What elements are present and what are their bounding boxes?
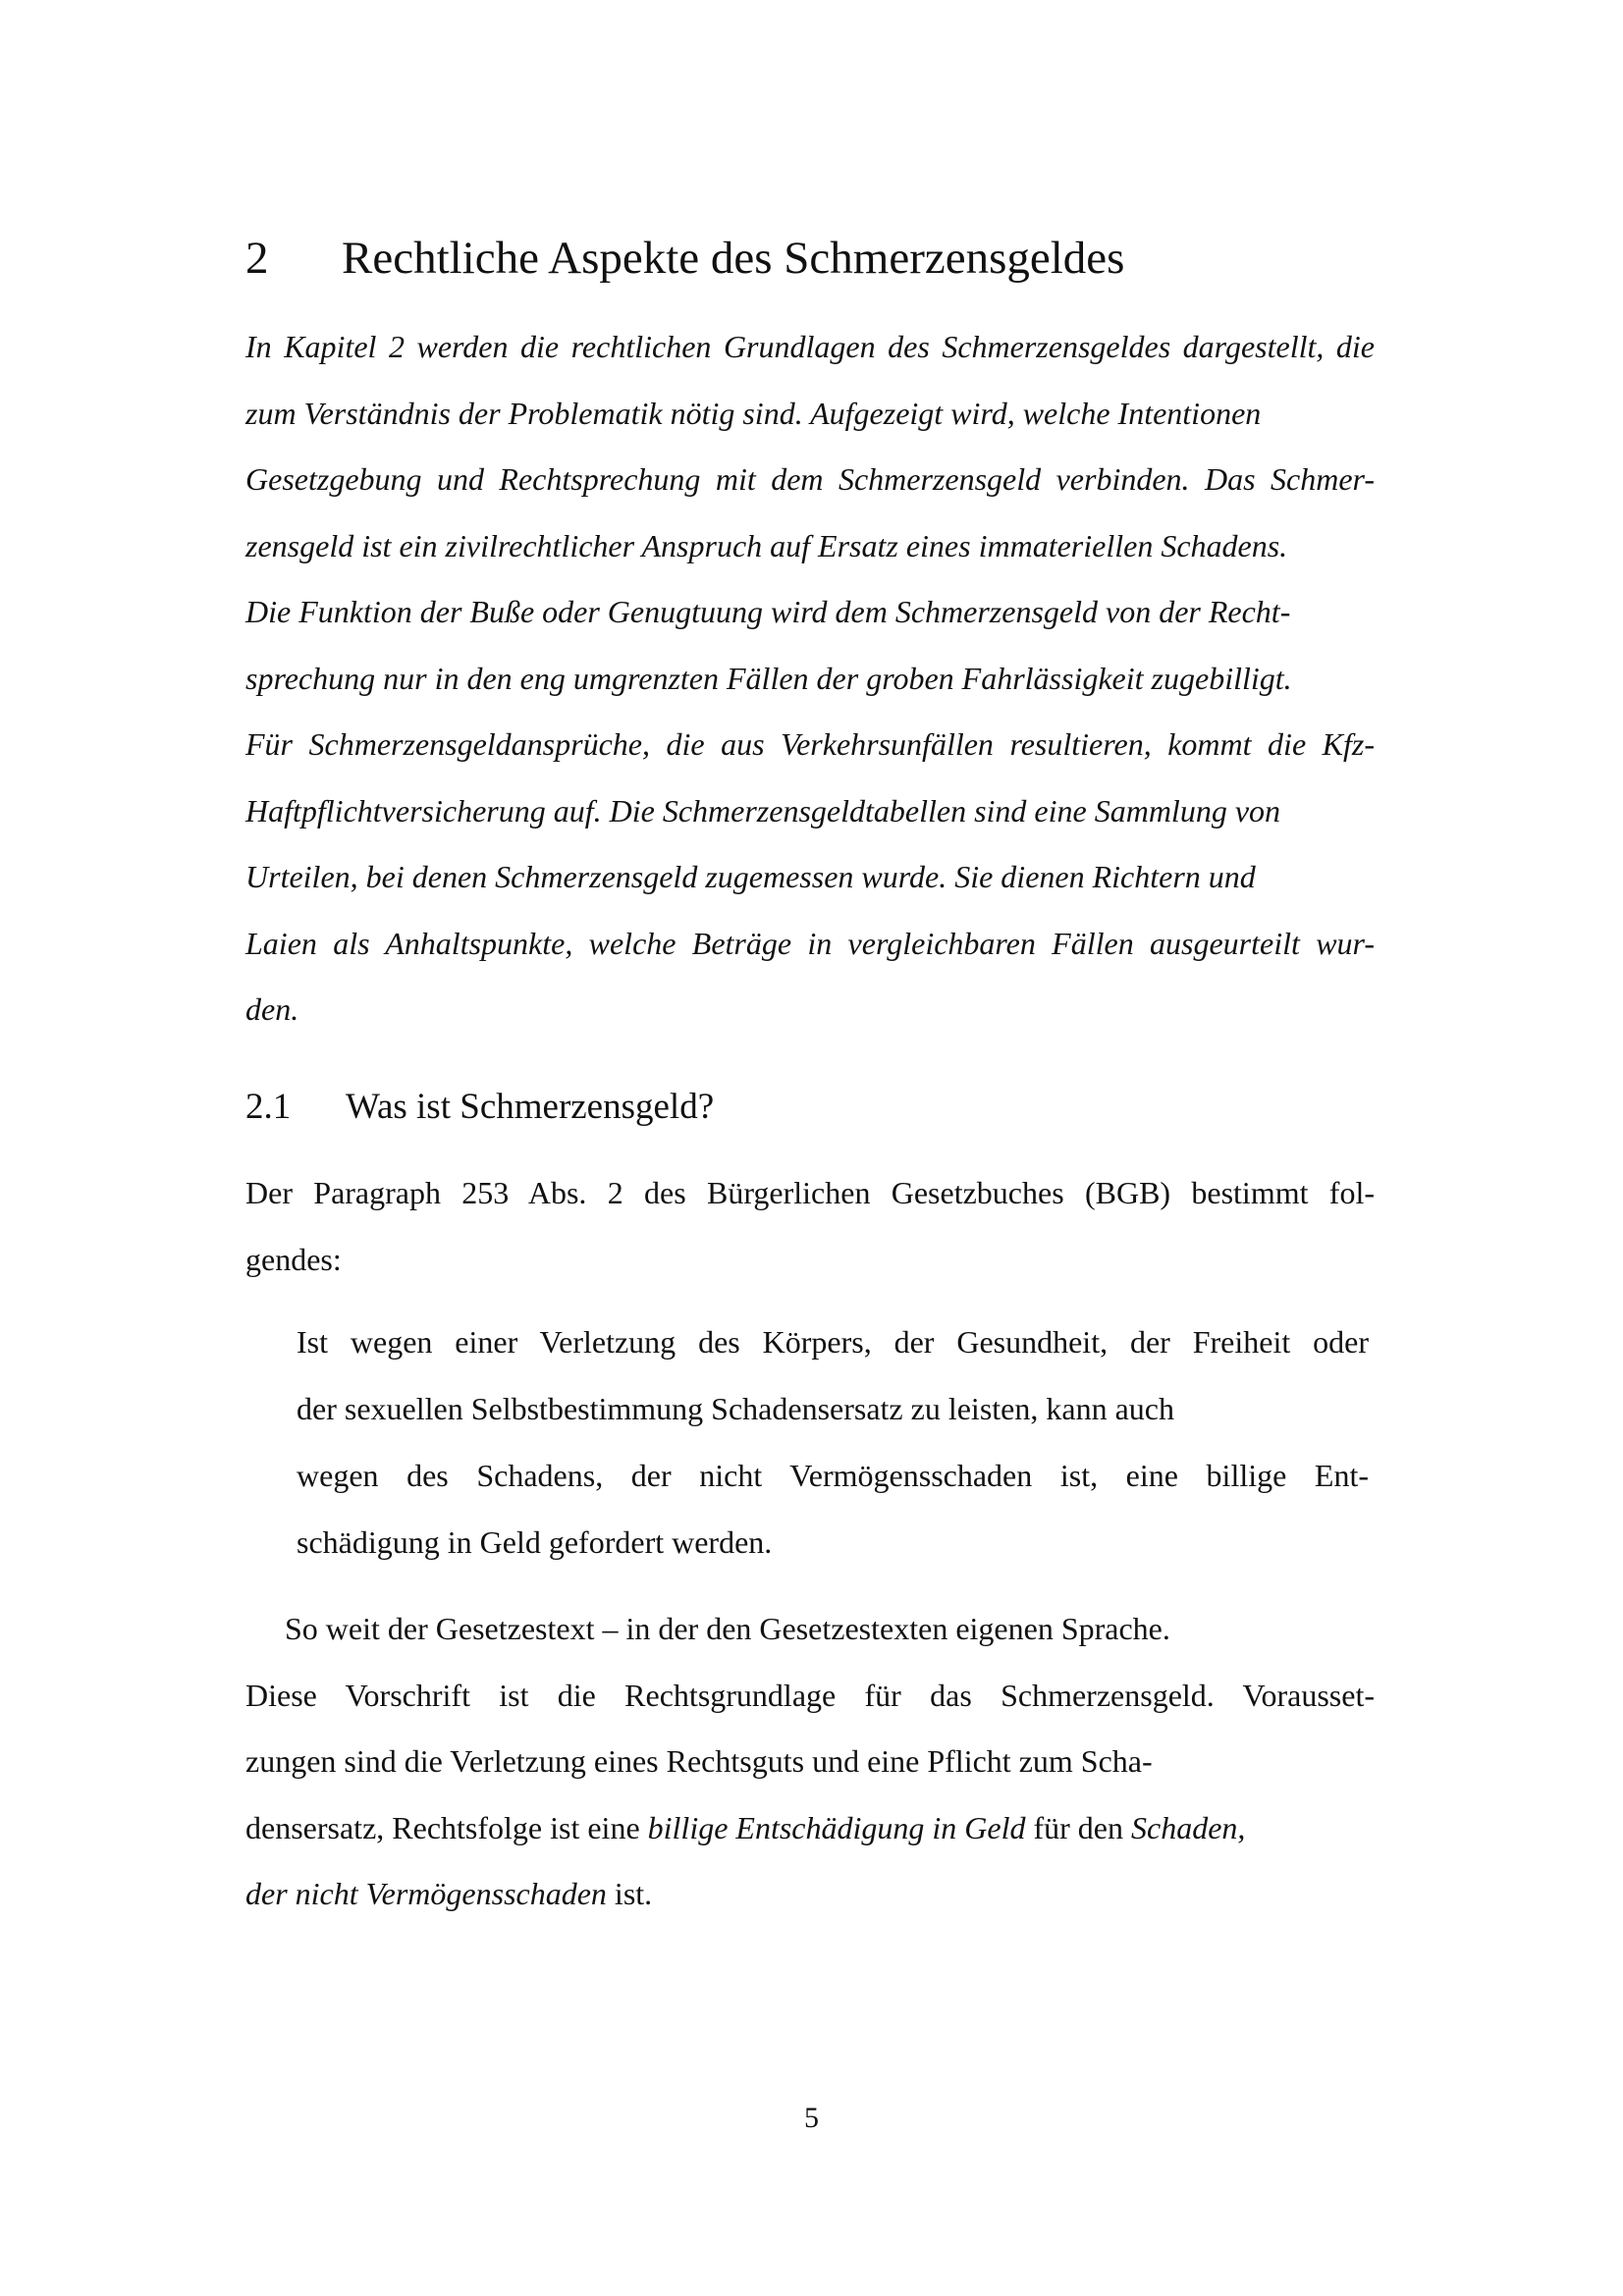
chapter-title: Rechtliche Aspekte des Schmerzensgeldes (342, 233, 1125, 284)
emphasis-text: der nicht Vermögensschaden (245, 1876, 607, 1911)
abstract-line: Laien als Anhaltspunkte, welche Beträge in vergleichbaren Fällen ausgeurteilt wur- (245, 926, 1375, 961)
page-number: 5 (804, 2102, 819, 2134)
paragraph-line (245, 1878, 652, 1909)
paragraph-line: Der Paragraph 253 Abs. 2 des Bürgerlichen Gesetzbuches (BGB) bestimmt fol- (245, 1175, 1375, 1210)
text-run: ist. (606, 1876, 653, 1911)
section-title: Was ist Schmerzensgeld? (346, 1087, 715, 1127)
abstract-line: zum Verständnis der Problematik nötig sind. Aufgezeigt wird, welche Intentionen (245, 396, 1262, 431)
text-run: densersatz, Rechtsfolge ist eine (245, 1810, 648, 1845)
text-run: für den (1025, 1810, 1131, 1845)
abstract-line: Haftpflichtversicherung auf. Die Schmerzensgeldtabellen sind eine Sammlung von (245, 793, 1281, 828)
quote-line: Ist wegen einer Verletzung des Körpers, der Gesundheit, der Freiheit oder (297, 1324, 1369, 1360)
paragraph-line: zungen sind die Verletzung eines Rechtsguts und eine Pflicht zum Scha- (245, 1743, 1153, 1779)
paragraph-line: Diese Vorschrift ist die Rechtsgrundlage für das Schmerzensgeld. Vorausset- (245, 1678, 1375, 1713)
paragraph-line: gendes: (245, 1242, 342, 1277)
abstract-line: zensgeld ist ein zivilrechtlicher Anspruch auf Ersatz eines immateriellen Schadens. (245, 528, 1288, 563)
abstract-line: Gesetzgebung und Rechtsprechung mit dem Schmerzensgeld verbinden. Das Schmer- (245, 461, 1375, 497)
quote-line: schädigung in Geld gefordert werden. (297, 1524, 773, 1560)
quote-line: der sexuellen Selbstbestimmung Schadensersatz zu leisten, kann auch (297, 1391, 1174, 1426)
abstract-line: Urteilen, bei denen Schmerzensgeld zugemessen wurde. Sie dienen Richtern und (245, 859, 1256, 894)
abstract-line: Für Schmerzensgeldansprüche, die aus Verkehrsunfällen resultieren, kommt die Kfz- (245, 726, 1375, 762)
emphasis-text: Schaden, (1131, 1810, 1246, 1845)
abstract-line: sprechung nur in den eng umgrenzten Fällen der groben Fahrlässigkeit zugebilligt. (245, 661, 1292, 696)
section-number: 2.1 (245, 1087, 292, 1127)
abstract-line: In Kapitel 2 werden die rechtlichen Grundlagen des Schmerzensgeldes dargestellt, die (245, 329, 1375, 364)
quote-line: wegen des Schadens, der nicht Vermögensschaden ist, eine billige Ent- (297, 1458, 1369, 1493)
abstract-line: den. (245, 991, 299, 1027)
paragraph-line (245, 1812, 1245, 1843)
abstract-line: Die Funktion der Buße oder Genugtuung wird dem Schmerzensgeld von der Recht- (245, 594, 1291, 629)
emphasis-text: billige Entschädigung in Geld (647, 1810, 1026, 1845)
paragraph-line: So weit der Gesetzestext – in der den Gesetzestexten eigenen Sprache. (285, 1611, 1170, 1646)
chapter-number: 2 (245, 233, 269, 284)
